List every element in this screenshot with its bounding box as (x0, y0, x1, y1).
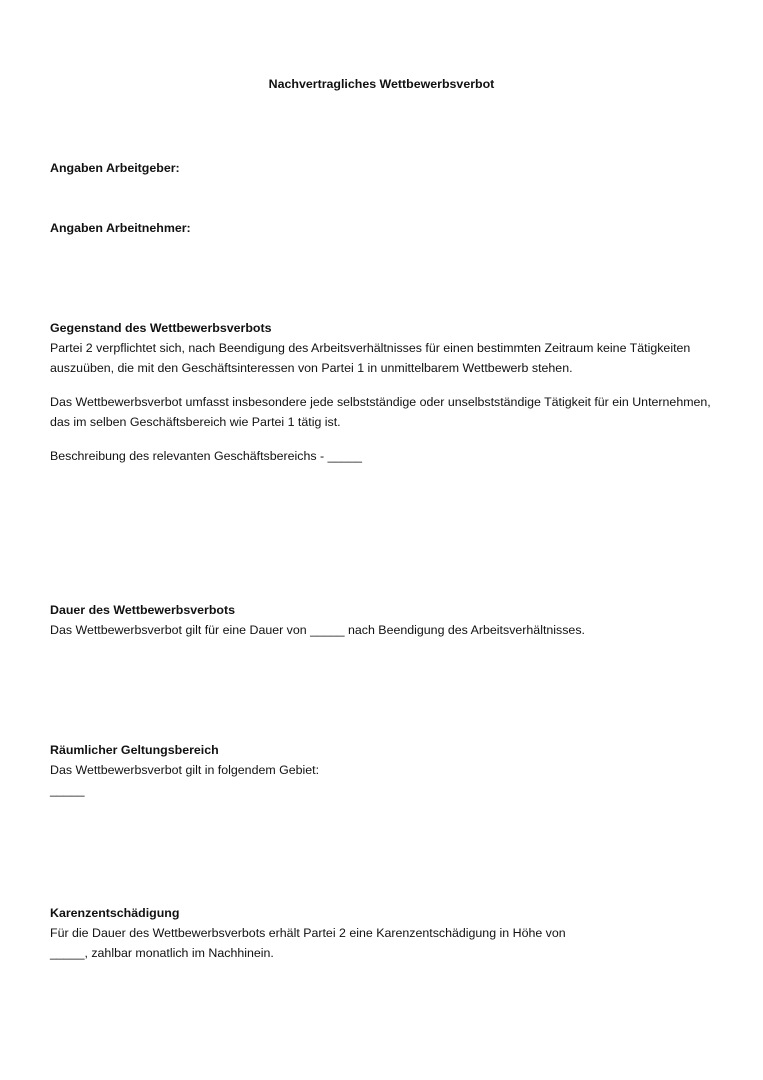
section-duration-paragraph-1: Das Wettbewerbsverbot gilt für eine Dauer von _____ nach Beendigung des Arbeitsverhältnisses. (50, 623, 585, 637)
section-territory-paragraph-1: Das Wettbewerbsverbot gilt in folgendem Gebiet: (50, 763, 320, 777)
section-subject (50, 318, 715, 466)
section-compensation-heading: Karenzentschädigung (50, 906, 180, 920)
section-territory-heading: Räumlicher Geltungsbereich (50, 743, 219, 757)
section-subject-heading: Gegenstand des Wettbewerbsverbots (50, 321, 272, 335)
section-territory-blank: _____ (50, 783, 85, 797)
section-territory (50, 740, 715, 800)
section-compensation-paragraph-2: _____, zahlbar monatlich im Nachhinein. (50, 946, 274, 960)
employee-label: Angaben Arbeitnehmer: (50, 221, 191, 235)
section-subject-paragraph-1: Partei 2 verpflichtet sich, nach Beendigung des Arbeitsverhältnisses für einen bestimmten Zeitraum keine Tätigkeiten auszuüben, die mit den Geschäftsinteressen von Partei 1 in unmittelbarem Wettbewerb stehen. (50, 341, 691, 375)
section-subject-paragraph-2: Das Wettbewerbsverbot umfasst insbesondere jede selbstständige oder unselbstständige Tätigkeit für ein Unternehmen, das im selben Geschäftsbereich wie Partei 1 tätig ist. (50, 395, 711, 429)
section-compensation (50, 903, 715, 963)
section-subject-paragraph-3: Beschreibung des relevanten Geschäftsbereichs - _____ (50, 449, 363, 463)
employer-label: Angaben Arbeitgeber: (50, 161, 180, 175)
section-duration (50, 600, 715, 640)
section-compensation-paragraph-1: Für die Dauer des Wettbewerbsverbots erhält Partei 2 eine Karenzentschädigung in Höhe von (50, 926, 566, 940)
document-title: Nachvertragliches Wettbewerbsverbot (268, 77, 495, 91)
section-duration-heading: Dauer des Wettbewerbsverbots (50, 603, 236, 617)
